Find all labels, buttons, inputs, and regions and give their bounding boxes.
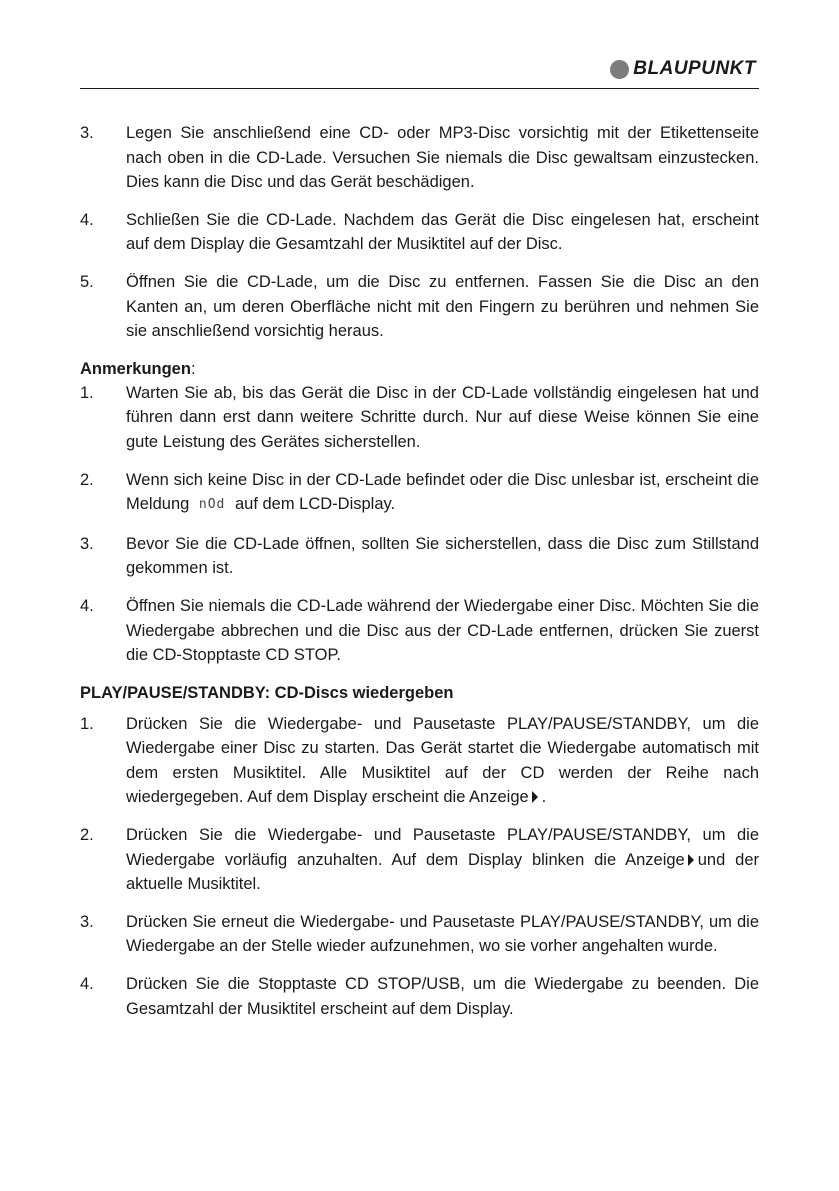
page-header <box>80 52 759 89</box>
list-item <box>80 823 759 897</box>
item-number: 4. <box>80 975 94 994</box>
item-text-before: Drücken Sie die Wiedergabe- und Pausetaste PLAY/PAUSE/STANDBY, um die Wiedergabe vorläufig anzuhalten. Auf dem Display blinken die Anzeige <box>126 826 759 869</box>
item-text-after: . <box>541 788 547 807</box>
brand-name: BLAUPUNKT <box>633 58 756 79</box>
list-item <box>80 270 759 344</box>
item-number: 3. <box>80 534 94 553</box>
list-item <box>80 972 759 1021</box>
item-number: 1. <box>80 714 94 733</box>
list-item <box>80 121 759 195</box>
item-text: Drücken Sie erneut die Wiedergabe- und Pausetaste PLAY/PAUSE/STANDBY, um die Wiedergabe an der Stelle wieder aufzunehmen, wo sie vorher angehalten wurde. <box>126 912 759 956</box>
play-icon <box>688 854 694 866</box>
item-number: 1. <box>80 383 94 402</box>
item-number: 5. <box>80 272 94 291</box>
list-item <box>80 381 759 455</box>
page-content <box>80 121 759 1034</box>
notes-heading-text: Anmerkungen <box>80 359 191 378</box>
item-text: Bevor Sie die CD-Lade öffnen, sollten Sie sicherstellen, dass die Disc zum Stillstand gekommen ist. <box>126 534 759 578</box>
brand-dot-icon <box>610 60 629 79</box>
play-icon <box>532 791 538 803</box>
item-number: 2. <box>80 826 94 845</box>
item-text: Drücken Sie die Stopptaste CD STOP/USB, um die Wiedergabe zu beenden. Die Gesamtzahl der Musiktitel erscheint auf dem Display. <box>126 975 759 1018</box>
list-item <box>80 468 759 519</box>
item-text <box>126 712 759 810</box>
item-text <box>126 468 759 519</box>
item-number: 4. <box>80 596 94 615</box>
play-section-heading: PLAY/PAUSE/STANDBY: CD-Discs wiedergeben <box>80 683 454 702</box>
list-item <box>80 532 759 581</box>
item-number: 3. <box>80 124 94 142</box>
lcd-message: nOd <box>198 497 226 513</box>
item-text <box>126 823 759 897</box>
item-text-after: und der aktuelle Musiktitel. <box>126 850 759 894</box>
notes-heading <box>80 357 759 381</box>
notes-list <box>80 381 759 668</box>
item-text: Öffnen Sie niemals die CD-Lade während der Wiedergabe einer Disc. Möchten Sie die Wiedergabe abbrechen und die Disc aus der CD-Lade entfernen, drücken Sie zuerst die CD-Stopptaste CD STOP. <box>126 596 759 665</box>
item-text-before: Wenn sich keine Disc in der CD-Lade befindet oder die Disc unlesbar ist, erscheint die Meldung <box>126 470 759 514</box>
brand-logo <box>610 58 756 80</box>
notes-heading-colon: : <box>190 359 196 378</box>
item-number: 2. <box>80 470 94 489</box>
list-item <box>80 910 759 959</box>
item-text: Öffnen Sie die CD-Lade, um die Disc zu entfernen. Fassen Sie die Disc an den Kanten an, um deren Oberfläche nicht mit den Fingern zu berühren und nehmen Sie sie anschließend vorsichtig heraus. <box>126 272 759 341</box>
item-number: 3. <box>80 912 94 931</box>
item-text-after: auf dem LCD-Display. <box>234 495 396 514</box>
list-item <box>80 208 759 257</box>
list-item <box>80 594 759 668</box>
item-text-before: Drücken Sie die Wiedergabe- und Pausetaste PLAY/PAUSE/STANDBY, um die Wiedergabe einer Disc zu starten. Das Gerät startet die Wiedergabe automatisch mit dem ersten Musiktitel. Alle Musiktitel auf der CD werden der Reihe nach wiedergegeben. Auf dem Display erscheint die Anzeige <box>126 714 759 807</box>
item-number: 4. <box>80 210 94 229</box>
item-text: Warten Sie ab, bis das Gerät die Disc in der CD-Lade vollständig eingelesen hat und führen dann erst dann weitere Schritte durch. Nur auf diese Weise können Sie eine gute Leistung des Gerätes sicherstellen. <box>126 383 759 451</box>
item-text: Legen Sie anschließend eine CD- oder MP3-Disc vorsichtig mit der Etikettenseite nach oben in die CD-Lade. Versuchen Sie niemals die Disc gewaltsam einzustecken. Dies kann die Disc und das Gerät beschädigen. <box>126 124 759 192</box>
list-item <box>80 712 759 810</box>
item-text: Schließen Sie die CD-Lade. Nachdem das Gerät die Disc eingelesen hat, erscheint auf dem Display die Gesamtzahl der Musiktitel auf der Disc. <box>126 210 759 254</box>
